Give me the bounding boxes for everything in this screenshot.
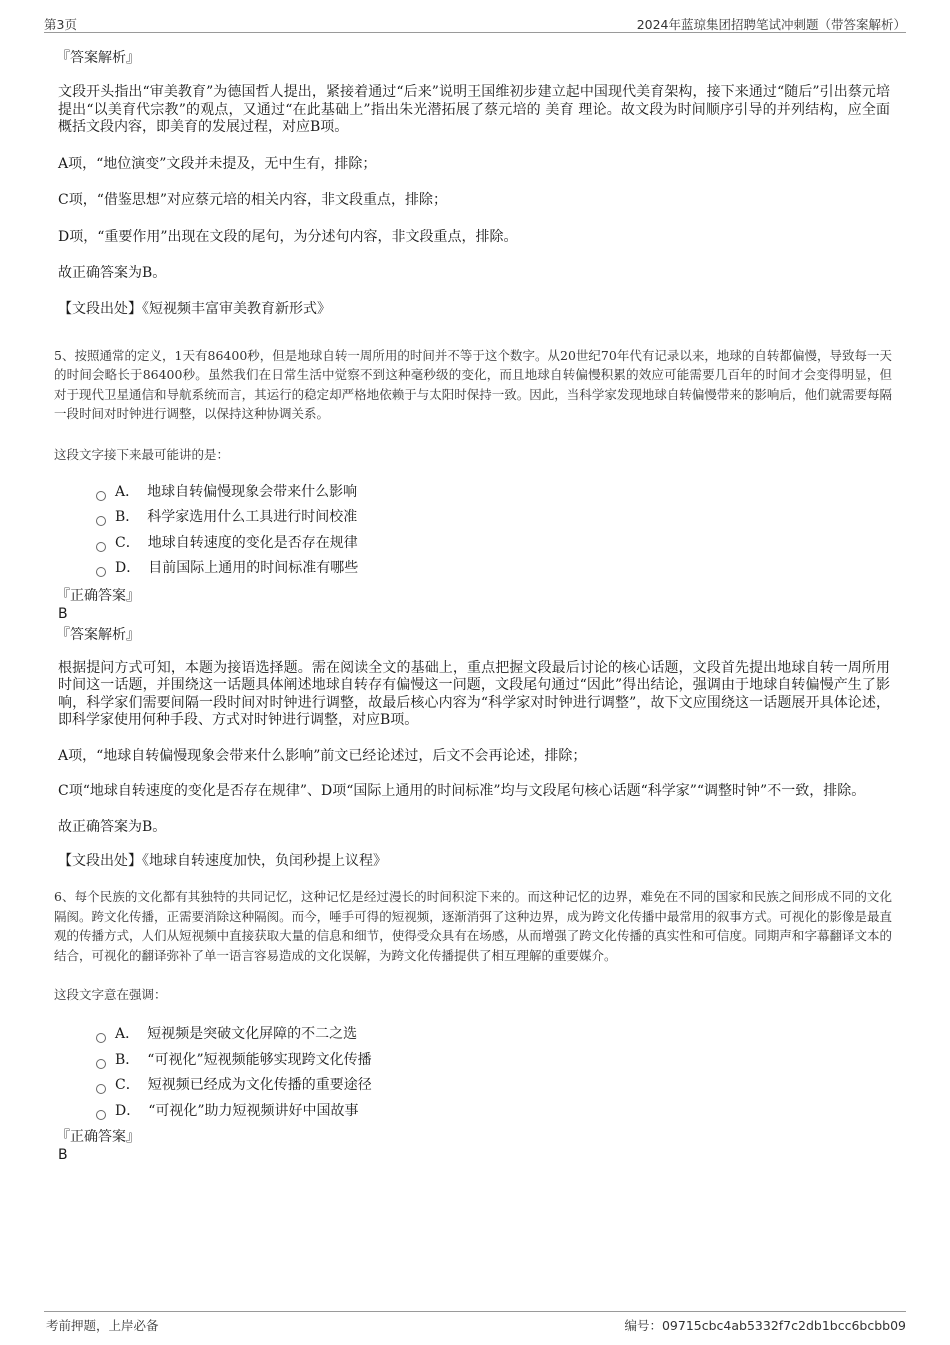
q4-analysis-paragraph: A项，“地位演变”文段并未提及，无中生有，排除； <box>58 155 377 172</box>
footer-slogan: 考前押题，上岸必备 <box>46 1318 159 1333</box>
q4-analysis-paragraph: 文段开头指出“审美教育”为德国哲人提出，紧接着通过“后来”说明王国维初步建立起中国现代美育架构，接下来通过“随后”引出蔡元培提出“以美育代宗教”的观点，又通过“在此基础上”指出朱光潜拓展了蔡元培的 美育 理论。故文段为时间顺序引导的并列结构，应全面概括文段内容，即美育的发展过程，对应B项。 <box>58 84 890 135</box>
q4-source: 【文段出处】《短视频丰富审美教育新形式》 <box>58 300 331 317</box>
radio-icon[interactable] <box>96 1110 106 1120</box>
q5-answer-label: 『正确答案』 <box>56 587 140 604</box>
q5-analysis-paragraph: 根据提问方式可知，本题为接语选择题。需在阅读全文的基础上，重点把握文段最后讨论的核心话题，文段首先提出地球自转一周所用时间这一话题，并围绕这一话题具体阐述地球自转存有偏慢这一问题，文段尾句通过“因此”得出结论，强调由于地球自转偏慢产生了影响，科学家们需要间隔一段时间对时钟进行调整，故最后核心内容为“科学家对时钟进行调整”，故下文应围绕这一话题展开具体论述，即科学家使用何种手段、方式对时钟进行调整，对应B项。 <box>58 659 890 728</box>
radio-icon[interactable] <box>96 491 106 501</box>
radio-icon[interactable] <box>96 1059 106 1069</box>
page-number: 第3页 <box>44 17 77 32</box>
q4-analysis-label: 『答案解析』 <box>56 50 140 66</box>
q6-option-b[interactable]: B． “可视化”短视频能够实现跨文化传播 <box>96 1048 892 1074</box>
q4-analysis-paragraph: 故正确答案为B。 <box>58 265 167 281</box>
q5-option-a[interactable]: A． 地球自转偏慢现象会带来什么影响 <box>96 480 892 506</box>
q5-answer-value: B <box>58 605 68 622</box>
radio-icon[interactable] <box>96 516 106 526</box>
q5-option-c[interactable]: C． 地球自转速度的变化是否存在规律 <box>96 531 892 557</box>
q5-stem: 5、按照通常的定义，1天有86400秒，但是地球自转一周所用的时间并不等于这个数字。从20世纪70年代有记录以来，地球的自转都偏慢，导致每一天的时间会略长于86400秒。虽然我们在日常生活中觉察不到这种毫秒级的变化，而且地球自转偏慢积累的效应可能需要几百年的时间才会变得明显，但对于现代卫星通信和导航系统而言，其运行的稳定却严格地依赖于与太阳时保持一致。因此，当科学家发现地球自转偏慢带来的影响后，他们就需要每隔一段时间对时钟进行调整，以保持这种协调关系。 <box>54 347 892 421</box>
q6-option-d[interactable]: D． “可视化”助力短视频讲好中国故事 <box>96 1099 892 1125</box>
q6-options <box>96 1022 892 1124</box>
q5-analysis-paragraph: A项，“地球自转偏慢现象会带来什么影响”前文已经论述过，后文不会再论述，排除； <box>58 747 587 764</box>
q5-options <box>96 480 892 582</box>
page-footer <box>44 1311 906 1336</box>
radio-icon[interactable] <box>96 1084 106 1094</box>
document-title: 2024年蓝琼集团招聘笔试冲刺题（带答案解析） <box>636 17 906 32</box>
q5-analysis-paragraph: C项“地球自转速度的变化是否存在规律”、D项“国际上通用的时间标准”均与文段尾句核心话题“科学家”“调整时钟”不一致，排除。 <box>58 783 866 799</box>
q6-prompt: 这段文字意在强调： <box>54 987 167 1002</box>
q5-analysis-paragraph: 故正确答案为B。 <box>58 818 167 835</box>
q6-stem: 6、每个民族的文化都有其独特的共同记忆，这种记忆是经过漫长的时间积淀下来的。而这种记忆的边界，难免在不同的国家和民族之间形成不同的文化隔阂。跨文化传播，正需要消除这种隔阂。而今，唾手可得的短视频，逐渐消弭了这种边界，成为跨文化传播中最常用的叙事方式。可视化的影像是最直观的传播方式，人们从短视频中直接获取大量的信息和细节，使得受众具有在场感，从而增强了跨文化传播的真实性和可信度。同期声和字幕翻译文本的结合，可视化的翻译弥补了单一语言容易造成的文化误解，为跨文化传播提供了相互理解的重要媒介。 <box>54 889 892 963</box>
q6-answer-label: 『正确答案』 <box>56 1129 140 1145</box>
q4-analysis-paragraph: D项，“重要作用”出现在文段的尾句，为分述句内容，非文段重点，排除。 <box>58 228 518 245</box>
q4-analysis-paragraph: C项，“借鉴思想”对应蔡元培的相关内容，非文段重点，排除； <box>58 192 448 208</box>
q5-option-d[interactable]: D． 目前国际上通用的时间标准有哪些 <box>96 556 892 582</box>
q5-option-b[interactable]: B． 科学家选用什么工具进行时间校准 <box>96 505 892 531</box>
page-header <box>44 14 906 33</box>
q6-option-c[interactable]: C． 短视频已经成为文化传播的重要途径 <box>96 1073 892 1099</box>
q6-answer-value: B <box>58 1147 68 1163</box>
radio-icon[interactable] <box>96 1033 106 1043</box>
radio-icon[interactable] <box>96 542 106 552</box>
q6-option-a[interactable]: A． 短视频是突破文化屏障的不二之选 <box>96 1022 892 1048</box>
document-serial: 编号：09715cbc4ab5332f7c2db1bcc6bcbb09 <box>624 1318 906 1333</box>
q5-analysis-label: 『答案解析』 <box>56 626 140 643</box>
page-content <box>56 38 892 1164</box>
q5-prompt: 这段文字接下来最可能讲的是： <box>54 446 230 462</box>
q5-source: 【文段出处】《地球自转速度加快，负闰秒提上议程》 <box>58 853 387 869</box>
radio-icon[interactable] <box>96 567 106 577</box>
